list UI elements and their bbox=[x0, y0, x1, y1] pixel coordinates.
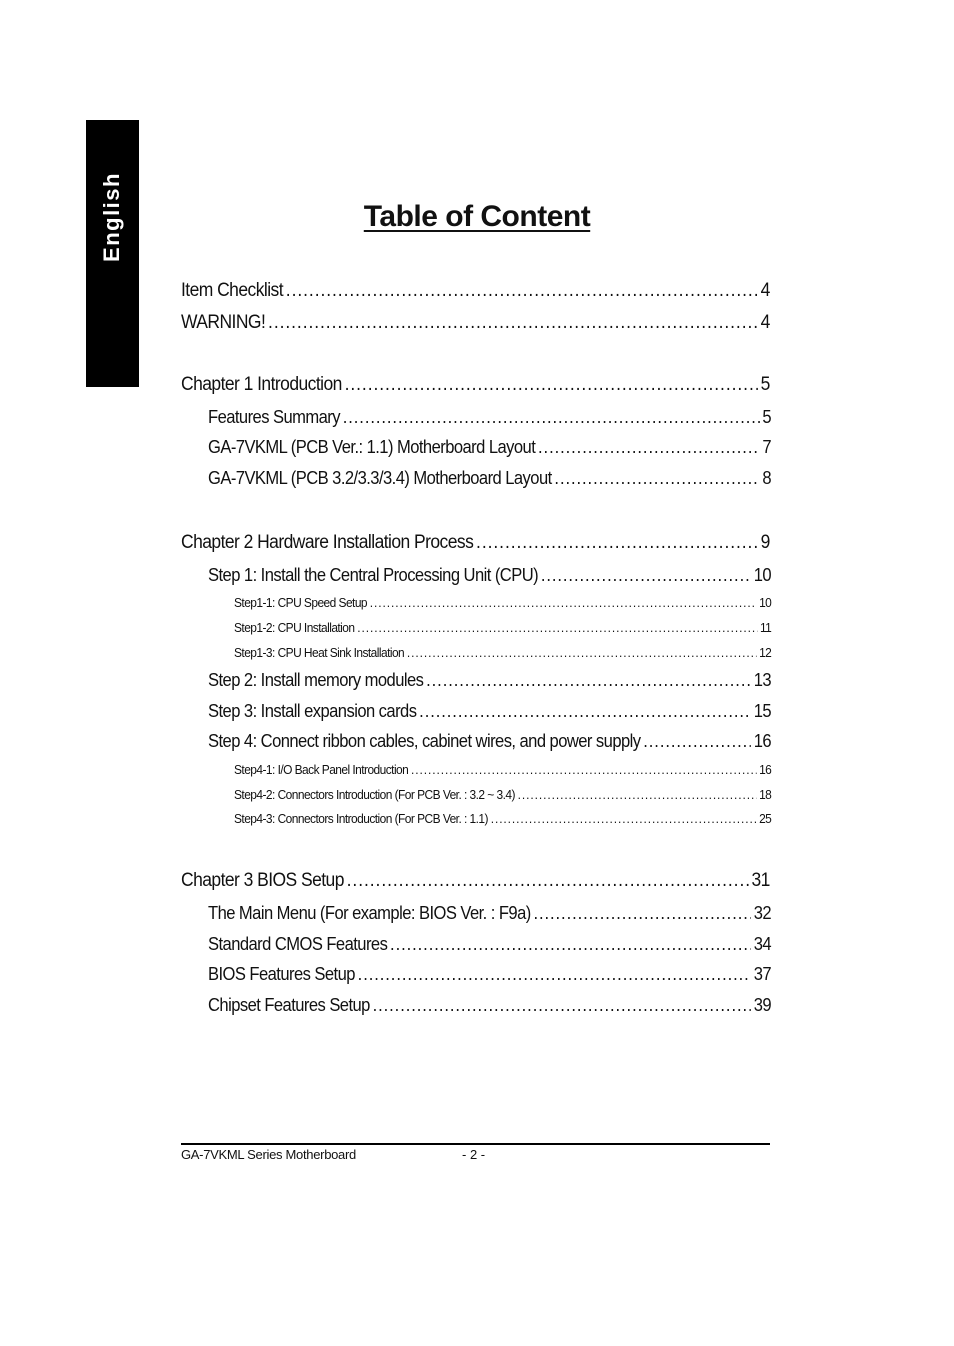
toc-entry-step-4[interactable] bbox=[208, 731, 771, 752]
toc-entry-page: 31 bbox=[751, 870, 770, 891]
toc-entry-page: 16 bbox=[753, 731, 772, 751]
toc-leader bbox=[407, 645, 756, 660]
toc-entry-standard-cmos[interactable] bbox=[208, 934, 771, 955]
toc-entry-title: Chapter 3 BIOS Setup bbox=[181, 870, 344, 891]
toc-entry-step4-3[interactable] bbox=[234, 811, 771, 826]
toc-leader bbox=[345, 374, 758, 396]
toc-entry-step1-1[interactable] bbox=[234, 595, 771, 610]
toc-entry-step-2[interactable] bbox=[208, 670, 771, 691]
toc-entry-title: Chipset Features Setup bbox=[208, 995, 370, 1015]
toc-entry-step-3[interactable] bbox=[208, 701, 771, 722]
toc-entry-title: Step 3: Install expansion cards bbox=[208, 701, 417, 721]
toc-entry-page: 10 bbox=[759, 595, 772, 610]
toc-entry-title: Features Summary bbox=[208, 407, 340, 427]
toc-entry-title: Step 4: Connect ribbon cables, cabinet wires, and power supply bbox=[208, 731, 641, 751]
toc-leader bbox=[347, 870, 749, 892]
toc-entry-page: 25 bbox=[759, 811, 772, 826]
toc-leader bbox=[390, 934, 751, 955]
toc-entry-step1-3[interactable] bbox=[234, 645, 771, 660]
toc-entry-step-1[interactable] bbox=[208, 565, 771, 586]
toc-entry-chapter-3[interactable] bbox=[181, 870, 770, 892]
toc-entry-page: 5 bbox=[762, 407, 772, 427]
toc-entry-item-checklist[interactable] bbox=[181, 280, 770, 302]
toc-entry-title: Step1-3: CPU Heat Sink Installation bbox=[234, 645, 405, 660]
toc-entry-title: Chapter 2 Hardware Installation Process bbox=[181, 532, 474, 553]
toc-entry-chapter-2[interactable] bbox=[181, 532, 770, 554]
toc-entry-warning[interactable] bbox=[181, 312, 770, 334]
toc-leader bbox=[518, 787, 757, 802]
toc-leader bbox=[357, 620, 757, 635]
toc-entry-features-summary[interactable] bbox=[208, 407, 771, 428]
toc-leader bbox=[343, 407, 760, 428]
toc-entry-page: 7 bbox=[762, 437, 772, 457]
toc-leader bbox=[538, 437, 760, 458]
toc-entry-page: 9 bbox=[760, 532, 770, 553]
toc-entry-main-menu[interactable] bbox=[208, 903, 771, 924]
toc-entry-page: 4 bbox=[760, 280, 770, 301]
toc-entry-page: 32 bbox=[753, 903, 772, 923]
toc-entry-title: Chapter 1 Introduction bbox=[181, 374, 342, 395]
toc-entry-page: 39 bbox=[753, 995, 772, 1015]
language-tab-label: English bbox=[99, 172, 124, 262]
toc-entry-title: Step 2: Install memory modules bbox=[208, 670, 424, 690]
toc-leader bbox=[411, 762, 756, 777]
footer-page-number: - 2 - bbox=[462, 1147, 486, 1162]
footer-divider bbox=[181, 1143, 770, 1145]
toc-leader bbox=[419, 701, 751, 722]
toc-entry-title: GA-7VKML (PCB Ver.: 1.1) Motherboard Layout bbox=[208, 437, 536, 457]
toc-entry-title: BIOS Features Setup bbox=[208, 964, 355, 984]
page-title: Table of Content bbox=[363, 200, 591, 233]
toc-entry-page: 10 bbox=[753, 565, 772, 585]
toc-leader bbox=[491, 811, 757, 826]
toc-entry-title: The Main Menu (For example: BIOS Ver. : F9a) bbox=[208, 903, 531, 923]
toc-entry-title: Standard CMOS Features bbox=[208, 934, 388, 954]
toc-leader bbox=[476, 532, 758, 554]
toc-leader bbox=[268, 312, 758, 334]
toc-entry-step1-2[interactable] bbox=[234, 620, 771, 635]
toc-entry-page: 34 bbox=[753, 934, 772, 954]
toc-entry-chapter-1[interactable] bbox=[181, 374, 770, 396]
toc-entry-bios-features[interactable] bbox=[208, 964, 771, 985]
toc-entry-step4-1[interactable] bbox=[234, 762, 771, 777]
toc-leader bbox=[286, 280, 758, 302]
toc-entry-title: Step1-1: CPU Speed Setup bbox=[234, 595, 368, 610]
toc-entry-title: Step4-1: I/O Back Panel Introduction bbox=[234, 762, 409, 777]
toc-leader bbox=[554, 468, 759, 489]
toc-entry-page: 8 bbox=[762, 468, 772, 488]
toc-entry-page: 12 bbox=[759, 645, 772, 660]
toc-entry-title: GA-7VKML (PCB 3.2/3.3/3.4) Motherboard Layout bbox=[208, 468, 552, 488]
toc-leader bbox=[426, 670, 751, 691]
toc-entry-page: 4 bbox=[760, 312, 770, 333]
toc-entry-page: 5 bbox=[760, 374, 770, 395]
toc-leader bbox=[370, 595, 757, 610]
toc-entry-page: 16 bbox=[759, 762, 772, 777]
toc-entry-page: 11 bbox=[759, 620, 772, 635]
toc-entry-title: Step4-2: Connectors Introduction (For PCB Ver. : 3.2 ~ 3.4) bbox=[234, 787, 515, 802]
toc-leader bbox=[541, 565, 751, 586]
toc-entry-title: Item Checklist bbox=[181, 280, 284, 301]
footer-product-name: GA-7VKML Series Motherboard bbox=[181, 1147, 356, 1162]
toc-leader bbox=[373, 995, 751, 1016]
toc-leader bbox=[533, 903, 751, 924]
toc-entry-title: WARNING! bbox=[181, 312, 266, 333]
toc-entry-title: Step4-3: Connectors Introduction (For PCB Ver. : 1.1) bbox=[234, 811, 488, 826]
toc-entry-page: 18 bbox=[759, 787, 772, 802]
toc-entry-title: Step 1: Install the Central Processing Unit (CPU) bbox=[208, 565, 539, 585]
toc-entry-page: 15 bbox=[753, 701, 772, 721]
toc-entry-layout-pcb-1-1[interactable] bbox=[208, 437, 771, 458]
toc-entry-chipset-features[interactable] bbox=[208, 995, 771, 1016]
toc-entry-step4-2[interactable] bbox=[234, 787, 771, 802]
toc-leader bbox=[643, 731, 751, 752]
toc-entry-title: Step1-2: CPU Installation bbox=[234, 620, 355, 635]
toc-entry-page: 13 bbox=[753, 670, 772, 690]
toc-leader bbox=[358, 964, 751, 985]
toc-entry-layout-pcb-3-x[interactable] bbox=[208, 468, 771, 489]
toc-entry-page: 37 bbox=[753, 964, 772, 984]
